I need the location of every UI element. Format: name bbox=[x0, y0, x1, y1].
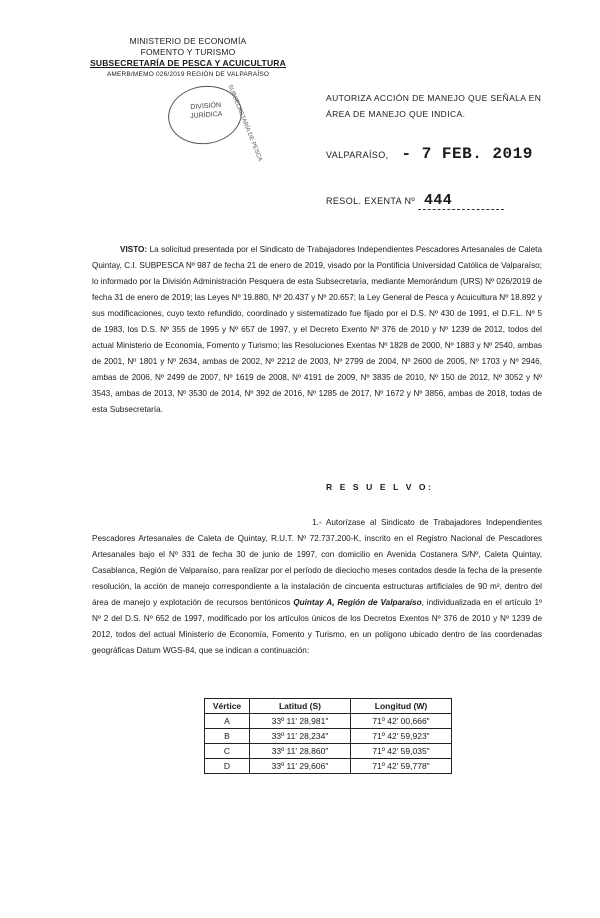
latitude-cell: 33º 11' 28,860" bbox=[250, 744, 351, 759]
ministry-name: MINISTERIO DE ECONOMÍA bbox=[129, 36, 247, 46]
letterhead bbox=[88, 36, 288, 80]
table-row bbox=[205, 714, 452, 729]
resolution-label: RESOL. EXENTA Nº bbox=[326, 196, 416, 206]
vertex-cell: B bbox=[205, 729, 250, 744]
longitude-cell: 71º 42' 00,666" bbox=[351, 714, 452, 729]
latitude-cell: 33º 11' 29,606" bbox=[250, 759, 351, 774]
date-stamp: - 7 FEB. 2019 bbox=[401, 145, 533, 163]
table-row bbox=[205, 759, 452, 774]
table-row bbox=[205, 729, 452, 744]
visto-keyword: VISTO: bbox=[120, 245, 148, 254]
stamp-arc-text: SUBSECRETARÍA DE PESCA bbox=[226, 84, 263, 163]
memo-reference: AMERB/MEMO 026/2019 REGIÓN DE VALPARAÍSO bbox=[106, 71, 270, 78]
table-row bbox=[205, 744, 452, 759]
subsecretaria-name: SUBSECRETARÍA DE PESCA Y ACUICULTURA bbox=[90, 58, 286, 68]
article-1-text-a: 1.- Autorízase al Sindicato de Trabajadores Independientes Pescadores Artesanales de Caleta de Quintay, R.U.T. Nº 72.737.200-K, inscrito en el Registro Nacional de Pescadores Artesanales bajo el Nº 331 de fecha 30 de junio de 1997, con domicilio en Avenida Costanera S/Nº, Caleta Quintay, Casablanca, Región de Valparaíso, para realizar por el período de dieciocho meses contados desde la fecha de la presente resolución, la acción de manejo correspondiente a la instalación de cincuenta estructuras artificiales de 90 m², dentro del área de manejo y explotación de recursos bentónicos bbox=[92, 518, 542, 607]
stamp-line-2: JURÍDICA bbox=[189, 110, 223, 121]
latitude-cell: 33º 11' 28,981" bbox=[250, 714, 351, 729]
resuelvo-heading: R E S U E L V O: bbox=[326, 482, 434, 492]
date-place: VALPARAÍSO, bbox=[326, 150, 389, 160]
resolution-number-line bbox=[326, 192, 504, 210]
visto-body: La solicitud presentada por el Sindicato de Trabajadores Independientes Pescadores Artesanales de Caleta Quintay, C.I. SUBPESCA Nº 987 de fecha 21 de enero de 2019, visado por la Pontificia Universidad Católica de Valparaíso; lo informado por la División Administración Pesquera de esta Subsecretaría, mediante Memorándum (URS) Nº 026/2019 de fecha 31 de enero de 2019; las Leyes Nº 19.880, Nº 20.437 y Nº 20.657; la Ley General de Pesca y Acuicultura Nº 18.892 y sus modificaciones, cuyo texto refundido, coordinado y sistematizado fue fijado por el D.S. Nº 430 de 1991, el D.F.L. Nº 5 de 1983, los D.S. Nº 355 de 1995 y Nº 657 de 1997, y el Decreto Exento Nº 376 de 2010 y Nº 1239 de 2012, todos del actual Ministerio de Economía, Fomento y Turismo; las Resoluciones Exentas Nº 1828 de 2000, Nº 1883 y Nº 2540, ambas de 2001, Nº 1801 y Nº 2634, ambas de 2002, Nº 2212 de 2003, Nº 2799 de 2004, Nº 2600 de 2005, Nº 1703 y Nº 2946, ambas de 2006, Nº 2499 de 2007, Nº 1619 de 2008, Nº 4191 de 2009, Nº 3835 de 2010, Nº 150 de 2012, Nº 3052 y Nº 3543, ambas de 2013, Nº 3530 de 2014, Nº 392 de 2016, Nº 1285 de 2017, Nº 1672 y Nº 3856, ambas de 2018, todas de esta Subsecretaría. bbox=[92, 245, 542, 414]
vertex-cell: A bbox=[205, 714, 250, 729]
document-subject: AUTORIZA ACCIÓN DE MANEJO QUE SEÑALA EN ÁREA DE MANEJO QUE INDICA. bbox=[326, 93, 542, 119]
stamp-line-1: DIVISIÓN bbox=[190, 101, 222, 112]
visto-paragraph bbox=[92, 242, 542, 418]
article-1-paragraph bbox=[92, 515, 542, 659]
resolution-number: 444 bbox=[418, 192, 504, 210]
column-header-vertex: Vértice bbox=[205, 699, 250, 714]
coordinates-table bbox=[204, 698, 452, 774]
article-1-text-b: , individualizada en el artículo 1º Nº 2 del D.S. Nº 652 de 1997, modificado por los artículos únicos de los Decretos Exentos Nº 376 de 2010 y Nº 1239 de 2012, todos del actual Ministerio de Economía, Fomento y Turismo, en un polígono ubicado dentro de las coordenadas geográficas Datum WGS-84, que se indican a continuación: bbox=[92, 598, 543, 655]
article-1-area-name: Quintay A, Región de Valparaíso bbox=[293, 598, 422, 607]
column-header-longitude: Longitud (W) bbox=[351, 699, 452, 714]
division-stamp-text bbox=[184, 101, 227, 122]
latitude-cell: 33º 11' 28,234" bbox=[250, 729, 351, 744]
ministry-subtitle: FOMENTO Y TURISMO bbox=[140, 47, 236, 57]
table-header-row bbox=[205, 699, 452, 714]
longitude-cell: 71º 42' 59,778" bbox=[351, 759, 452, 774]
vertex-cell: C bbox=[205, 744, 250, 759]
vertex-cell: D bbox=[205, 759, 250, 774]
column-header-latitude: Latitud (S) bbox=[250, 699, 351, 714]
longitude-cell: 71º 42' 59,923" bbox=[351, 729, 452, 744]
date-line bbox=[326, 145, 533, 163]
longitude-cell: 71º 42' 59,035" bbox=[351, 744, 452, 759]
